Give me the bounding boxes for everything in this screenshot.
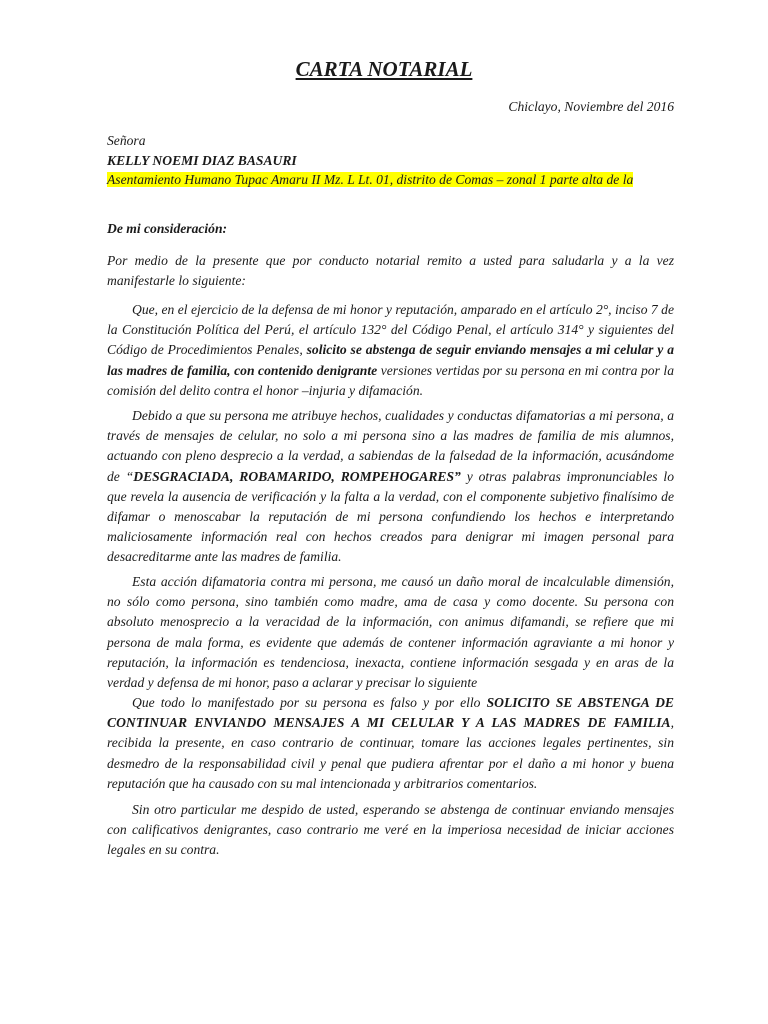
paragraph-request-text-a: Que, en el ejercicio de la defensa de mi honor y reputación, amparado en el artículo 2°, inciso 7 de la Constitución Política del Perú, el artículo 132° del Código Penal, el artículo 314° y siguientes del Código de Procedimientos Penales, (107, 302, 674, 358)
paragraph-demand (107, 693, 674, 794)
recipient-address (107, 170, 633, 190)
paragraph-request (107, 300, 674, 401)
recipient-name: KELLY NOEMI DIAZ BASAURI (107, 153, 297, 168)
paragraph-request-text-c: versiones vertidas por su persona en mi contra por la comisión del delito contra el honor –injuria y difamación. (107, 362, 674, 398)
paragraph-grounds-text-c: y otras palabras impronunciables lo que revela la ausencia de verificación y la falta a la verdad, con el componente subjetivo finalísimo de difamar o menoscabar la reputación de mi persona confundiendo los hechos e interpretando maliciosamente información real con hechos creados para denigrar mi imagen personal para desacreditarme ante las madres de familia. (107, 468, 674, 565)
paragraph-request-bold: solicito se abstenga de seguir enviando mensajes a mi celular y a las madres de familia, con contenido denigrante (107, 342, 674, 378)
letter-date: Chiclayo, Noviembre del 2016 (508, 99, 674, 114)
paragraph-demand-text-c: , recibida la presente, en caso contrario de continuar, tomare las acciones legales pertinentes, sin desmedro de la responsabilidad civil y penal que pudiera afrentar por el daño a mi honor y buena reputación que ha causado con su mal intencionada y arbitrarios comentarios. (107, 715, 674, 791)
paragraph-intro: Por medio de la presente que por conducto notarial remito a usted para saludarla y a la vez manifestarle lo siguiente: (107, 253, 674, 289)
salutation-title: Señora (107, 133, 146, 148)
document-title: CARTA NOTARIAL (295, 57, 473, 81)
paragraph-damage: Esta acción difamatoria contra mi persona, me causó un daño moral de incalculable dimensión, no sólo como persona, sino también como madre, ama de casa y como docente. Su persona con absoluto menosprecio a la veracidad de la información, con animus difamandi, se refiere que mi persona de mala forma, es evidente que además de contener información agraviante a mi honor y reputación, la información es tendenciosa, inexacta, contiene información sesgada y en aras de la verdad y defensa de mi honor, paso a aclarar y precisar lo siguiente (107, 574, 674, 691)
paragraph-grounds-bold: DESGRACIADA, ROBAMARIDO, ROMPEHOGARES” (133, 468, 461, 484)
paragraph-grounds-text-a: Debido a que su persona me atribuye hechos, cualidades y conductas difamatorias a mi persona, a través de mensajes de celular, no solo a mi persona sino a las madres de familia de mis alumnos, actuando con pleno desprecio a la verdad, a sabiendas de la falsedad de la información, acusándome de “ (107, 408, 674, 484)
paragraph-grounds (107, 406, 674, 568)
paragraph-demand-text-a: Que todo lo manifestado por su persona es falso y por ello (132, 695, 487, 710)
paragraph-closing: Sin otro particular me despido de usted, esperando se abstenga de continuar enviando mensajes con calificativos denigrantes, caso contrario me veré en la imperiosa necesidad de iniciar acciones legales en su contra. (107, 802, 674, 858)
paragraph-demand-bold: SOLICITO SE ABSTENGA DE CONTINUAR ENVIANDO MENSAJES A MI CELULAR Y A LAS MADRES DE FAMILIA (107, 695, 675, 731)
highlighted-address-text: Asentamiento Humano Tupac Amaru II Mz. L Lt. 01, distrito de Comas – zonal 1 parte alta de la (107, 172, 634, 187)
greeting: De mi consideración: (107, 221, 228, 236)
